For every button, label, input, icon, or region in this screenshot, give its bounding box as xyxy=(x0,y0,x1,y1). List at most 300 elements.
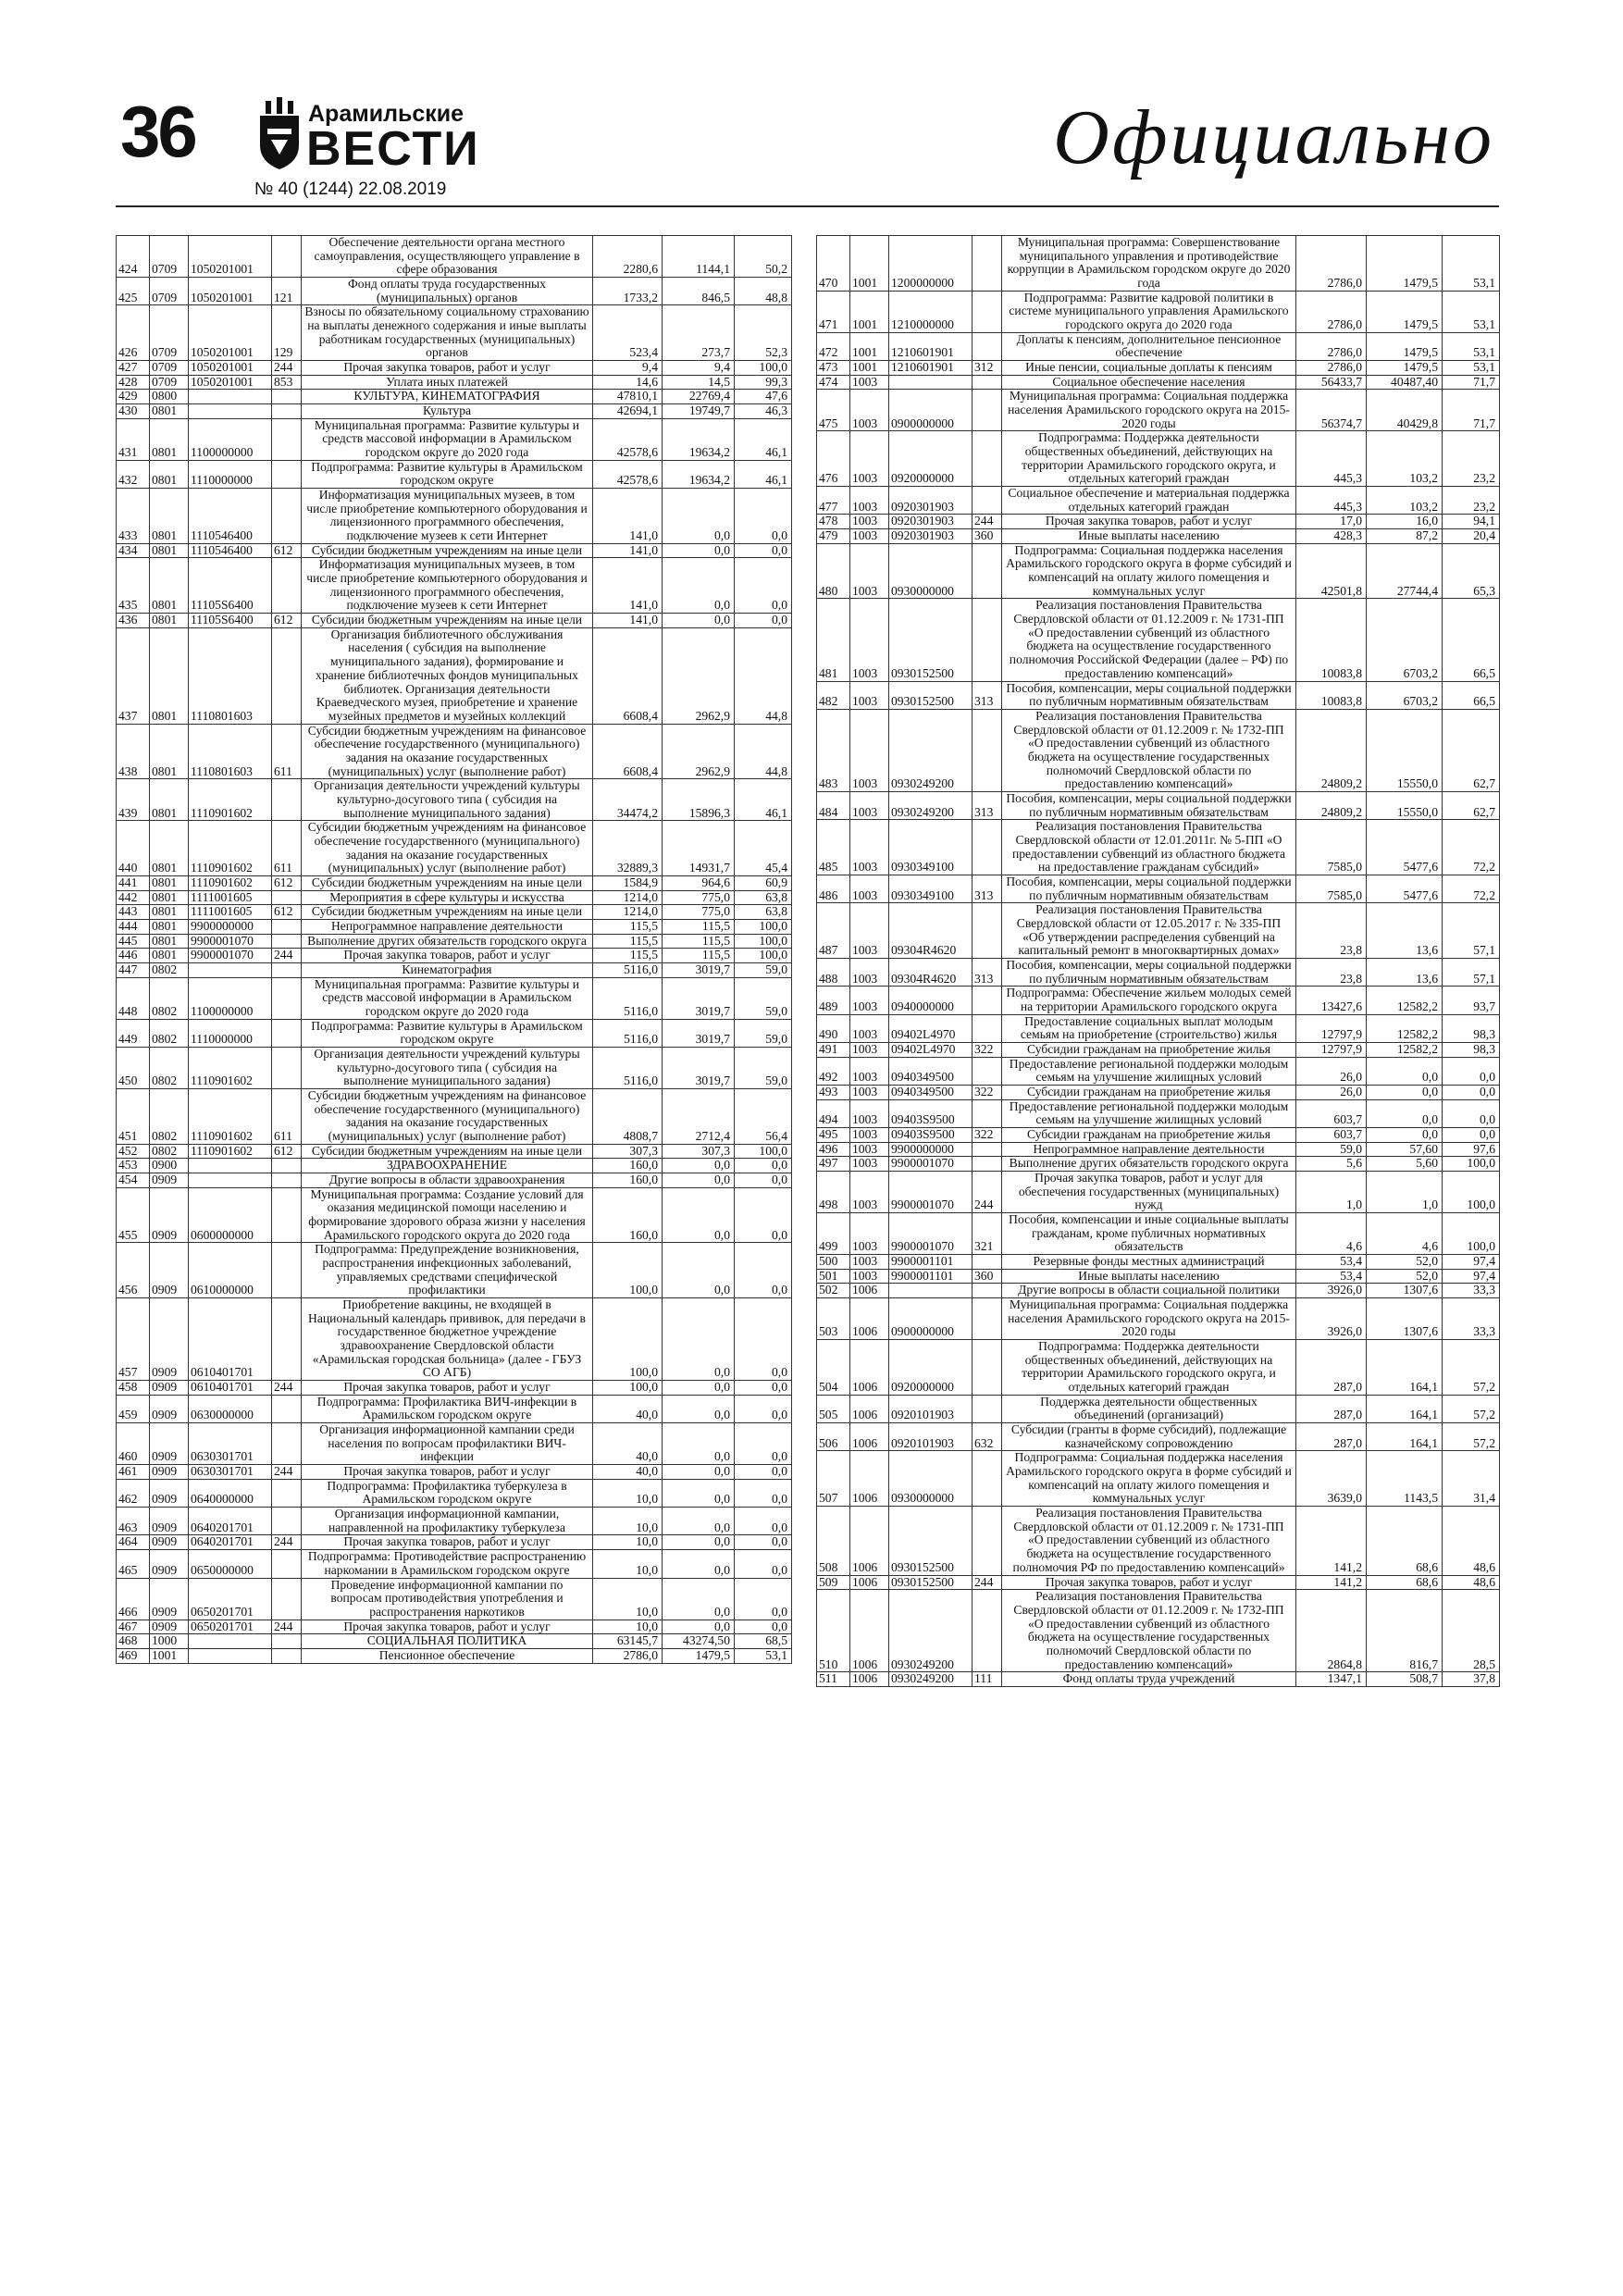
target-article-cell xyxy=(889,1284,973,1298)
executed-amount-cell: 115,5 xyxy=(663,934,735,949)
executed-amount-cell: 508,7 xyxy=(1367,1672,1443,1687)
executed-amount-cell: 40429,8 xyxy=(1367,390,1443,431)
expense-type-cell: 313 xyxy=(973,875,1002,902)
target-article-cell: 0930249200 xyxy=(889,1672,973,1687)
table-row xyxy=(117,361,792,376)
percent-cell: 44,8 xyxy=(735,724,792,779)
table-row xyxy=(117,375,792,390)
percent-cell: 100,0 xyxy=(1443,1172,1500,1213)
header-rule xyxy=(116,205,1499,207)
target-article-cell: 1210601901 xyxy=(889,361,973,376)
percent-cell: 28,5 xyxy=(1443,1590,1500,1672)
target-article-cell: 0640000000 xyxy=(189,1479,272,1507)
description-cell: Социальное обеспечение населения xyxy=(1002,375,1296,390)
expense-type-cell: 612 xyxy=(272,1144,302,1159)
percent-cell: 52,3 xyxy=(735,305,792,361)
planned-amount-cell: 23,8 xyxy=(1296,903,1367,959)
executed-amount-cell: 1479,5 xyxy=(1367,291,1443,332)
description-cell: ЗДРАВООХРАНЕНИЕ xyxy=(302,1159,593,1173)
description-cell: Обеспечение деятельности органа местного самоуправления, осуществляющего управление в сфере образования xyxy=(302,236,593,278)
expense-type-cell xyxy=(272,1648,302,1663)
expense-type-cell xyxy=(272,1395,302,1422)
row-number-cell: 436 xyxy=(117,614,150,628)
section-code-cell: 0909 xyxy=(150,1535,189,1550)
table-row xyxy=(817,1507,1500,1575)
table-row xyxy=(817,529,1500,544)
row-number-cell: 461 xyxy=(117,1465,150,1480)
section-code-cell: 0800 xyxy=(150,390,189,404)
executed-amount-cell: 15896,3 xyxy=(663,779,735,821)
description-cell: Субсидии бюджетным учреждениям на иные цели xyxy=(302,875,593,890)
row-number-cell: 456 xyxy=(117,1243,150,1298)
executed-amount-cell: 14931,7 xyxy=(663,821,735,876)
section-code-cell: 0801 xyxy=(150,905,189,920)
planned-amount-cell: 1584,9 xyxy=(593,875,663,890)
table-row xyxy=(117,1047,792,1088)
table-row xyxy=(117,821,792,876)
executed-amount-cell: 13,6 xyxy=(1367,903,1443,959)
expense-type-cell xyxy=(272,489,302,544)
target-article-cell: 9900001101 xyxy=(889,1255,973,1270)
percent-cell: 72,2 xyxy=(1443,875,1500,902)
executed-amount-cell: 0,0 xyxy=(1367,1128,1443,1143)
executed-amount-cell: 0,0 xyxy=(663,1395,735,1422)
section-code-cell: 0802 xyxy=(150,977,189,1019)
planned-amount-cell: 56433,7 xyxy=(1296,375,1367,390)
expense-type-cell xyxy=(272,1047,302,1088)
row-number-cell: 475 xyxy=(817,390,850,431)
row-number-cell: 489 xyxy=(817,987,850,1014)
table-row xyxy=(817,1575,1500,1590)
planned-amount-cell: 1733,2 xyxy=(593,278,663,305)
executed-amount-cell: 43274,50 xyxy=(663,1634,735,1649)
planned-amount-cell: 1214,0 xyxy=(593,905,663,920)
row-number-cell: 497 xyxy=(817,1157,850,1172)
description-cell: Прочая закупка товаров, работ и услуг xyxy=(1002,1575,1296,1590)
planned-amount-cell: 287,0 xyxy=(1296,1395,1367,1422)
target-article-cell xyxy=(889,375,973,390)
planned-amount-cell: 287,0 xyxy=(1296,1423,1367,1451)
description-cell: Предоставление региональной поддержки молодым семьям на улучшение жилищных условий xyxy=(1002,1057,1296,1085)
section-code-cell: 0802 xyxy=(150,962,189,977)
percent-cell: 57,2 xyxy=(1443,1423,1500,1451)
row-number-cell: 446 xyxy=(117,949,150,963)
percent-cell: 46,1 xyxy=(735,779,792,821)
section-code-cell: 1003 xyxy=(850,1042,889,1057)
expense-type-cell: 360 xyxy=(973,529,1002,544)
table-row xyxy=(117,1550,792,1578)
section-code-cell: 0709 xyxy=(150,236,189,278)
table-row xyxy=(817,709,1500,791)
target-article-cell: 1110901602 xyxy=(189,779,272,821)
row-number-cell: 487 xyxy=(817,903,850,959)
planned-amount-cell: 603,7 xyxy=(1296,1128,1367,1143)
table-row xyxy=(117,1465,792,1480)
executed-amount-cell: 3019,7 xyxy=(663,1019,735,1047)
executed-amount-cell: 0,0 xyxy=(663,1298,735,1381)
description-cell: Субсидии бюджетным учреждениям на иные цели xyxy=(302,1144,593,1159)
planned-amount-cell: 42578,6 xyxy=(593,460,663,488)
row-number-cell: 502 xyxy=(817,1284,850,1298)
executed-amount-cell: 0,0 xyxy=(663,1508,735,1535)
executed-amount-cell: 0,0 xyxy=(663,1550,735,1578)
executed-amount-cell: 3019,7 xyxy=(663,1047,735,1088)
expense-type-cell: 244 xyxy=(272,1381,302,1396)
table-row xyxy=(817,1142,1500,1157)
target-article-cell: 1050201001 xyxy=(189,361,272,376)
table-row xyxy=(817,1014,1500,1042)
executed-amount-cell: 0,0 xyxy=(663,1381,735,1396)
expense-type-cell xyxy=(973,1142,1002,1157)
executed-amount-cell: 5,60 xyxy=(1367,1157,1443,1172)
percent-cell: 0,0 xyxy=(735,1423,792,1465)
executed-amount-cell: 16,0 xyxy=(1367,515,1443,529)
planned-amount-cell: 10,0 xyxy=(593,1535,663,1550)
budget-table xyxy=(816,235,1500,1687)
expense-type-cell: 244 xyxy=(973,1172,1002,1213)
row-number-cell: 444 xyxy=(117,919,150,934)
planned-amount-cell: 12797,9 xyxy=(1296,1042,1367,1057)
section-code-cell: 0909 xyxy=(150,1423,189,1465)
target-article-cell: 0630000000 xyxy=(189,1395,272,1422)
expense-type-cell xyxy=(973,375,1002,390)
section-code-cell: 1003 xyxy=(850,875,889,902)
section-code-cell: 1006 xyxy=(850,1575,889,1590)
executed-amount-cell: 0,0 xyxy=(1367,1085,1443,1099)
percent-cell: 0,0 xyxy=(735,1187,792,1243)
row-number-cell: 432 xyxy=(117,460,150,488)
percent-cell: 97,4 xyxy=(1443,1255,1500,1270)
planned-amount-cell: 2786,0 xyxy=(1296,291,1367,332)
percent-cell: 62,7 xyxy=(1443,791,1500,819)
percent-cell: 0,0 xyxy=(735,1159,792,1173)
expense-type-cell xyxy=(272,1298,302,1381)
table-row xyxy=(817,1057,1500,1085)
table-row xyxy=(117,1620,792,1634)
executed-amount-cell: 0,0 xyxy=(1367,1099,1443,1127)
executed-amount-cell: 0,0 xyxy=(663,543,735,558)
percent-cell: 100,0 xyxy=(735,934,792,949)
description-cell: Организация деятельности учреждений культуры культурно-досугового типа ( субсидия на выполнение муниципального задания) xyxy=(302,779,593,821)
executed-amount-cell: 816,7 xyxy=(1367,1590,1443,1672)
section-code-cell: 1003 xyxy=(850,1269,889,1284)
executed-amount-cell: 0,0 xyxy=(663,1159,735,1173)
planned-amount-cell: 40,0 xyxy=(593,1395,663,1422)
table-row xyxy=(817,681,1500,709)
planned-amount-cell: 2786,0 xyxy=(1296,332,1367,360)
description-cell: Муниципальная программа: Развитие культуры и средств массовой информации в Арамильском городском округе до 2020 года xyxy=(302,977,593,1019)
description-cell: СОЦИАЛЬНАЯ ПОЛИТИКА xyxy=(302,1634,593,1649)
description-cell: Реализация постановления Правительства Свердловской области от 01.12.2009 г. № 1732-ПП «О предоставлении субвенций из областного бюджета на осуществление государственных полномочий Свердловской области по предоставлению компенсаций» xyxy=(1002,709,1296,791)
description-cell: Подпрограмма: Противодействие распространению наркомании в Арамильском городском округе xyxy=(302,1550,593,1578)
target-article-cell xyxy=(189,404,272,419)
percent-cell: 62,7 xyxy=(1443,709,1500,791)
planned-amount-cell: 23,8 xyxy=(1296,958,1367,986)
description-cell: Реализация постановления Правительства Свердловской области от 12.05.2017 г. № 335-ПП «Об утверждении распределения субвенций на капитальный ремонт в многоквартирных домах» xyxy=(1002,903,1296,959)
row-number-cell: 496 xyxy=(817,1142,850,1157)
expense-type-cell: 322 xyxy=(973,1085,1002,1099)
percent-cell: 71,7 xyxy=(1443,390,1500,431)
description-cell: Уплата иных платежей xyxy=(302,375,593,390)
row-number-cell: 433 xyxy=(117,489,150,544)
percent-cell: 63,8 xyxy=(735,905,792,920)
executed-amount-cell: 68,6 xyxy=(1367,1575,1443,1590)
table-row xyxy=(817,1042,1500,1057)
target-article-cell: 1110546400 xyxy=(189,543,272,558)
planned-amount-cell: 115,5 xyxy=(593,949,663,963)
planned-amount-cell: 10083,8 xyxy=(1296,681,1367,709)
description-cell: Субсидии бюджетным учреждениям на финансовое обеспечение государственного (муниципального) задания на оказание государственных (муниципальных) услуг (выполнение работ) xyxy=(302,724,593,779)
row-number-cell: 443 xyxy=(117,905,150,920)
planned-amount-cell: 115,5 xyxy=(593,934,663,949)
row-number-cell: 454 xyxy=(117,1173,150,1188)
expense-type-cell: 244 xyxy=(272,1535,302,1550)
expense-type-cell: 611 xyxy=(272,724,302,779)
description-cell: Муниципальная программа: Создание условий для оказания медицинской помощи населению и формирование здорового образа жизни у населения Арамильского городского округа до 2020 года xyxy=(302,1187,593,1243)
executed-amount-cell: 52,0 xyxy=(1367,1269,1443,1284)
town-crest-icon xyxy=(253,97,306,171)
section-code-cell: 0801 xyxy=(150,919,189,934)
executed-amount-cell: 1479,5 xyxy=(1367,236,1443,292)
description-cell: Иные выплаты населению xyxy=(1002,1269,1296,1284)
section-code-cell: 0801 xyxy=(150,614,189,628)
description-cell: Информатизация муниципальных музеев, в том числе приобретение компьютерного оборудования и лицензионного программного обеспечения, подключение музеев к сети Интернет xyxy=(302,489,593,544)
expense-type-cell: 244 xyxy=(272,361,302,376)
planned-amount-cell: 24809,2 xyxy=(1296,791,1367,819)
target-article-cell: 0630301701 xyxy=(189,1465,272,1480)
section-code-cell: 0909 xyxy=(150,1465,189,1480)
table-row xyxy=(817,1269,1500,1284)
target-article-cell: 1110901602 xyxy=(189,1144,272,1159)
row-number-cell: 459 xyxy=(117,1395,150,1422)
expense-type-cell xyxy=(272,779,302,821)
description-cell: Прочая закупка товаров, работ и услуг xyxy=(302,1465,593,1480)
row-number-cell: 490 xyxy=(817,1014,850,1042)
target-article-cell: 1111001605 xyxy=(189,890,272,905)
percent-cell: 59,0 xyxy=(735,962,792,977)
target-article-cell: 1110901602 xyxy=(189,821,272,876)
planned-amount-cell: 9,4 xyxy=(593,361,663,376)
section-code-cell: 1006 xyxy=(850,1423,889,1451)
description-cell: Пособия, компенсации и иные социальные выплаты гражданам, кроме публичных нормативных обязательств xyxy=(1002,1213,1296,1255)
section-code-cell: 0801 xyxy=(150,460,189,488)
row-number-cell: 501 xyxy=(817,1269,850,1284)
expense-type-cell: 360 xyxy=(973,1269,1002,1284)
planned-amount-cell: 2786,0 xyxy=(1296,361,1367,376)
budget-table-body xyxy=(117,236,792,1664)
expense-type-cell xyxy=(973,487,1002,515)
executed-amount-cell: 40487,40 xyxy=(1367,375,1443,390)
planned-amount-cell: 141,0 xyxy=(593,489,663,544)
row-number-cell: 469 xyxy=(117,1648,150,1663)
section-code-cell: 0909 xyxy=(150,1550,189,1578)
executed-amount-cell: 115,5 xyxy=(663,919,735,934)
row-number-cell: 498 xyxy=(817,1172,850,1213)
executed-amount-cell: 1479,5 xyxy=(1367,361,1443,376)
percent-cell: 68,5 xyxy=(735,1634,792,1649)
section-code-cell: 1001 xyxy=(850,236,889,292)
target-article-cell: 0650000000 xyxy=(189,1550,272,1578)
table-row xyxy=(817,1085,1500,1099)
description-cell: Проведение информационной кампании по вопросам противодействия употребления и распространения наркотиков xyxy=(302,1578,593,1620)
table-row xyxy=(817,1340,1500,1396)
planned-amount-cell: 13427,6 xyxy=(1296,987,1367,1014)
expense-type-cell: 244 xyxy=(973,515,1002,529)
row-number-cell: 434 xyxy=(117,543,150,558)
planned-amount-cell: 141,0 xyxy=(593,543,663,558)
description-cell: Другие вопросы в области социальной политики xyxy=(1002,1284,1296,1298)
executed-amount-cell: 1143,5 xyxy=(1367,1451,1443,1507)
section-code-cell: 0801 xyxy=(150,418,189,460)
percent-cell: 0,0 xyxy=(735,1535,792,1550)
table-row xyxy=(817,515,1500,529)
expense-type-cell xyxy=(272,236,302,278)
section-code-cell: 0709 xyxy=(150,278,189,305)
executed-amount-cell: 3019,7 xyxy=(663,962,735,977)
executed-amount-cell: 22769,4 xyxy=(663,390,735,404)
row-number-cell: 457 xyxy=(117,1298,150,1381)
planned-amount-cell: 10,0 xyxy=(593,1479,663,1507)
planned-amount-cell: 53,4 xyxy=(1296,1269,1367,1284)
expense-type-cell xyxy=(272,1550,302,1578)
expense-type-cell xyxy=(973,1014,1002,1042)
row-number-cell: 466 xyxy=(117,1578,150,1620)
row-number-cell: 488 xyxy=(817,958,850,986)
planned-amount-cell: 53,4 xyxy=(1296,1255,1367,1270)
percent-cell: 66,5 xyxy=(1443,599,1500,681)
table-row xyxy=(117,1381,792,1396)
executed-amount-cell: 15550,0 xyxy=(1367,709,1443,791)
target-article-cell: 0610401701 xyxy=(189,1298,272,1381)
row-number-cell: 439 xyxy=(117,779,150,821)
target-article-cell: 0930249200 xyxy=(889,791,973,819)
expense-type-cell: 611 xyxy=(272,821,302,876)
target-article-cell: 1100000000 xyxy=(189,977,272,1019)
row-number-cell: 435 xyxy=(117,558,150,614)
executed-amount-cell: 13,6 xyxy=(1367,958,1443,986)
target-article-cell: 1110901602 xyxy=(189,875,272,890)
table-row xyxy=(817,1423,1500,1451)
percent-cell: 0,0 xyxy=(1443,1128,1500,1143)
table-row xyxy=(117,404,792,419)
executed-amount-cell: 0,0 xyxy=(663,1465,735,1480)
percent-cell: 0,0 xyxy=(735,489,792,544)
row-number-cell: 455 xyxy=(117,1187,150,1243)
percent-cell: 0,0 xyxy=(735,1508,792,1535)
target-article-cell: 0920301903 xyxy=(889,487,973,515)
description-cell: Культура xyxy=(302,404,593,419)
expense-type-cell xyxy=(973,1507,1002,1575)
table-row xyxy=(817,1284,1500,1298)
description-cell: Непрограммное направление деятельности xyxy=(1002,1142,1296,1157)
section-code-cell: 0802 xyxy=(150,1019,189,1047)
planned-amount-cell: 1,0 xyxy=(1296,1172,1367,1213)
row-number-cell: 428 xyxy=(117,375,150,390)
table-row xyxy=(117,1144,792,1159)
description-cell: КУЛЬТУРА, КИНЕМАТОГРАФИЯ xyxy=(302,390,593,404)
percent-cell: 33,3 xyxy=(1443,1298,1500,1340)
row-number-cell: 427 xyxy=(117,361,150,376)
executed-amount-cell: 12582,2 xyxy=(1367,1042,1443,1057)
section-code-cell: 0909 xyxy=(150,1381,189,1396)
planned-amount-cell: 523,4 xyxy=(593,305,663,361)
expense-type-cell: 632 xyxy=(973,1423,1002,1451)
target-article-cell: 09402L4970 xyxy=(889,1014,973,1042)
target-article-cell: 1110546400 xyxy=(189,489,272,544)
executed-amount-cell: 52,0 xyxy=(1367,1255,1443,1270)
expense-type-cell xyxy=(272,962,302,977)
row-number-cell: 465 xyxy=(117,1550,150,1578)
planned-amount-cell: 26,0 xyxy=(1296,1085,1367,1099)
percent-cell: 99,3 xyxy=(735,375,792,390)
section-code-cell: 1003 xyxy=(850,1142,889,1157)
percent-cell: 20,4 xyxy=(1443,529,1500,544)
expense-type-cell xyxy=(272,934,302,949)
table-row xyxy=(117,1187,792,1243)
executed-amount-cell: 103,2 xyxy=(1367,487,1443,515)
target-article-cell: 11105S6400 xyxy=(189,614,272,628)
percent-cell: 46,1 xyxy=(735,460,792,488)
section-code-cell: 0909 xyxy=(150,1479,189,1507)
table-row xyxy=(117,1173,792,1188)
expense-type-cell: 313 xyxy=(973,681,1002,709)
description-cell: Подпрограмма: Развитие культуры в Арамильском городском округе xyxy=(302,460,593,488)
target-article-cell: 0930349100 xyxy=(889,875,973,902)
percent-cell: 57,1 xyxy=(1443,903,1500,959)
description-cell: Поддержка деятельности общественных объединений (организаций) xyxy=(1002,1395,1296,1422)
table-row xyxy=(117,779,792,821)
section-code-cell: 1003 xyxy=(850,1255,889,1270)
expense-type-cell xyxy=(973,1340,1002,1396)
table-row xyxy=(817,1298,1500,1340)
planned-amount-cell: 603,7 xyxy=(1296,1099,1367,1127)
section-code-cell: 1003 xyxy=(850,529,889,544)
target-article-cell: 0930000000 xyxy=(889,543,973,599)
section-code-cell: 0801 xyxy=(150,821,189,876)
description-cell: Субсидии бюджетным учреждениям на иные цели xyxy=(302,543,593,558)
expense-type-cell xyxy=(272,1159,302,1173)
row-number-cell: 507 xyxy=(817,1451,850,1507)
expense-type-cell xyxy=(973,1284,1002,1298)
executed-amount-cell: 3019,7 xyxy=(663,977,735,1019)
planned-amount-cell: 34474,2 xyxy=(593,779,663,821)
planned-amount-cell: 26,0 xyxy=(1296,1057,1367,1085)
row-number-cell: 430 xyxy=(117,404,150,419)
table-row xyxy=(117,236,792,278)
description-cell: Другие вопросы в области здравоохранения xyxy=(302,1173,593,1188)
percent-cell: 0,0 xyxy=(1443,1099,1500,1127)
expense-type-cell xyxy=(272,460,302,488)
target-article-cell: 0920101903 xyxy=(889,1395,973,1422)
section-code-cell: 1003 xyxy=(850,1014,889,1042)
table-row xyxy=(117,1019,792,1047)
percent-cell: 57,1 xyxy=(1443,958,1500,986)
planned-amount-cell: 307,3 xyxy=(593,1144,663,1159)
section-code-cell: 1001 xyxy=(850,291,889,332)
expense-type-cell: 111 xyxy=(973,1672,1002,1687)
table-row xyxy=(117,1159,792,1173)
description-cell: Подпрограмма: Развитие культуры в Арамильском городском округе xyxy=(302,1019,593,1047)
section-code-cell: 1003 xyxy=(850,1085,889,1099)
target-article-cell: 9900001070 xyxy=(889,1213,973,1255)
row-number-cell: 447 xyxy=(117,962,150,977)
executed-amount-cell: 0,0 xyxy=(663,1620,735,1634)
description-cell: Кинематография xyxy=(302,962,593,977)
planned-amount-cell: 7585,0 xyxy=(1296,875,1367,902)
planned-amount-cell: 445,3 xyxy=(1296,431,1367,487)
table-row xyxy=(117,614,792,628)
executed-amount-cell: 2962,9 xyxy=(663,724,735,779)
